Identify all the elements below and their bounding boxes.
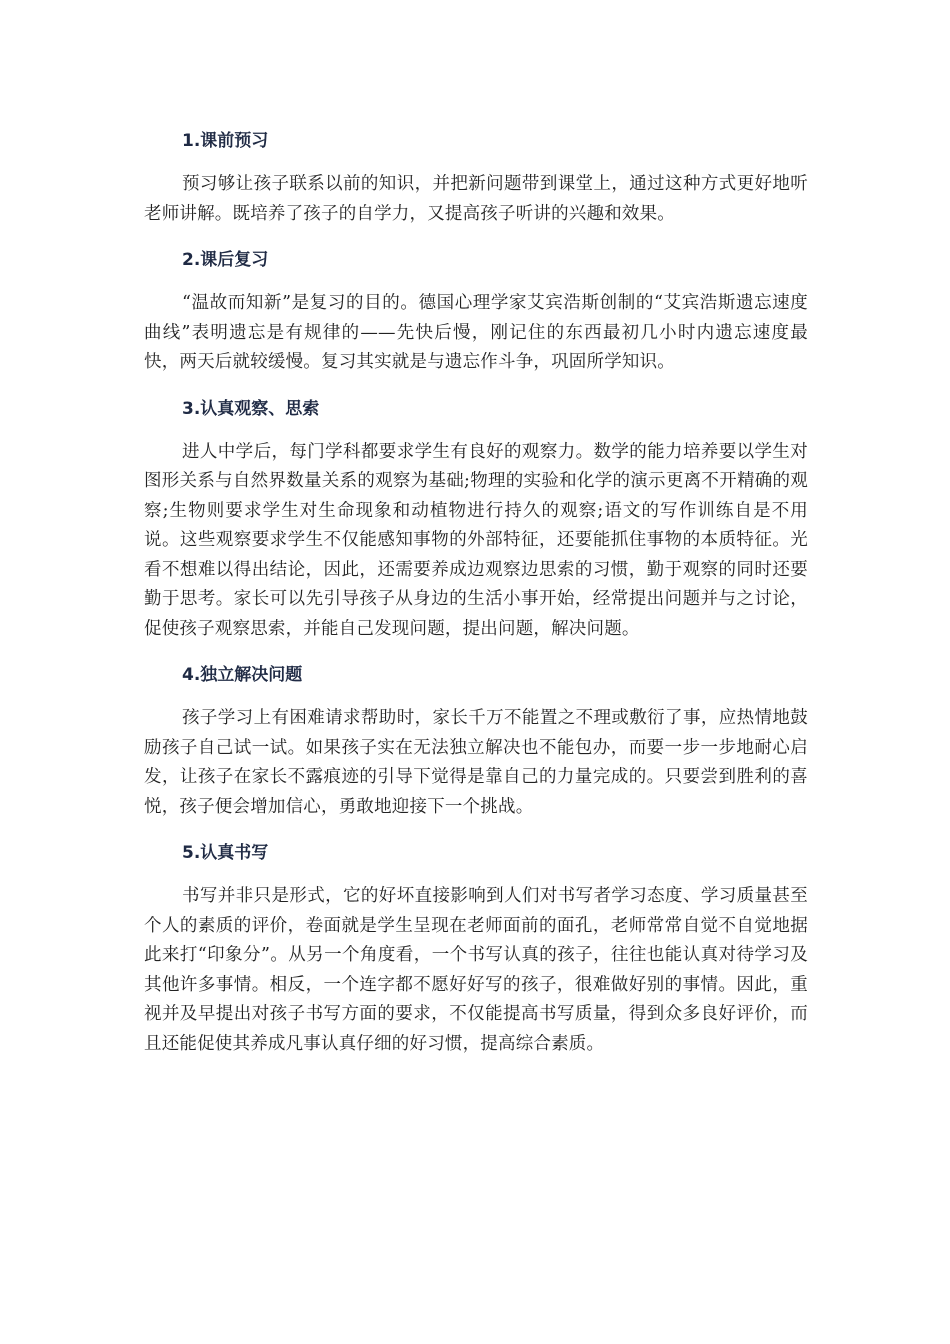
section-body: 预习够让孩子联系以前的知识，并把新问题带到课堂上，通过这种方式更好地听老师讲解。既培养了孩子的自学力，又提高孩子听讲的兴趣和效果。 [144, 174, 808, 224]
section-heading: 2.课后复习 [182, 250, 269, 270]
section-heading: 4.独立解决问题 [182, 665, 303, 685]
section-heading: 1.课前预习 [182, 131, 269, 151]
section-body: 进人中学后，每门学科都要求学生有良好的观察力。数学的能力培养要以学生对图形关系与自然界数量关系的观察为基础;物理的实验和化学的演示更离不开精确的观察;生物则要求学生对生命现象和动植物进行持久的观察;语文的写作训练自是不用说。这些观察要求学生不仅能感知事物的外部特征，还要能抓住事物的本质特征。光看不想难以得出结论，因此，还需要养成边观察边思索的习惯，勤于观察的同时还要勤于思考。家长可以先引导孩子从身边的生活小事开始，经常提出问题并与之讨论，促使孩子观察思索，并能自己发现问题，提出问题，解决问题。 [144, 441, 808, 639]
section-review [144, 247, 808, 378]
section-independent [144, 662, 808, 822]
document-page [144, 128, 808, 1077]
section-writing [144, 840, 808, 1059]
section-heading: 3.认真观察、思索 [182, 398, 320, 419]
section-body: 书写并非只是形式，它的好坏直接影响到人们对书写者学习态度、学习质量甚至个人的素质的评价，卷面就是学生呈现在老师面前的面孔，老师常常自觉不自觉地据此来打“印象分”。从另一个角度看，一个书写认真的孩子，往往也能认真对待学习及其他许多事情。相反，一个连字都不愿好好写的孩子，很难做好别的事情。因此，重视并及早提出对孩子书写方面的要求，不仅能提高书写质量，得到众多良好评价，而且还能促使其养成凡事认真仔细的好习惯，提高综合素质。 [144, 886, 808, 1054]
section-body: 孩子学习上有困难请求帮助时，家长千万不能置之不理或敷衍了事，应热情地鼓励孩子自己试一试。如果孩子实在无法独立解决也不能包办，而要一步一步地耐心启发，让孩子在家长不露痕迹的引导下觉得是靠自己的力量完成的。只要尝到胜利的喜悦，孩子便会增加信心，勇敢地迎接下一个挑战。 [144, 708, 808, 817]
section-preview [144, 128, 808, 229]
section-heading: 5.认真书写 [182, 843, 269, 863]
section-body: “温故而知新”是复习的目的。德国心理学家艾宾浩斯创制的“艾宾浩斯遗忘速度曲线”表明遗忘是有规律的——先快后慢，刚记住的东西最初几小时内遗忘速度最快，两天后就较缓慢。复习其实就是与遗忘作斗争，巩固所学知识。 [144, 293, 808, 372]
section-observe [144, 396, 808, 645]
